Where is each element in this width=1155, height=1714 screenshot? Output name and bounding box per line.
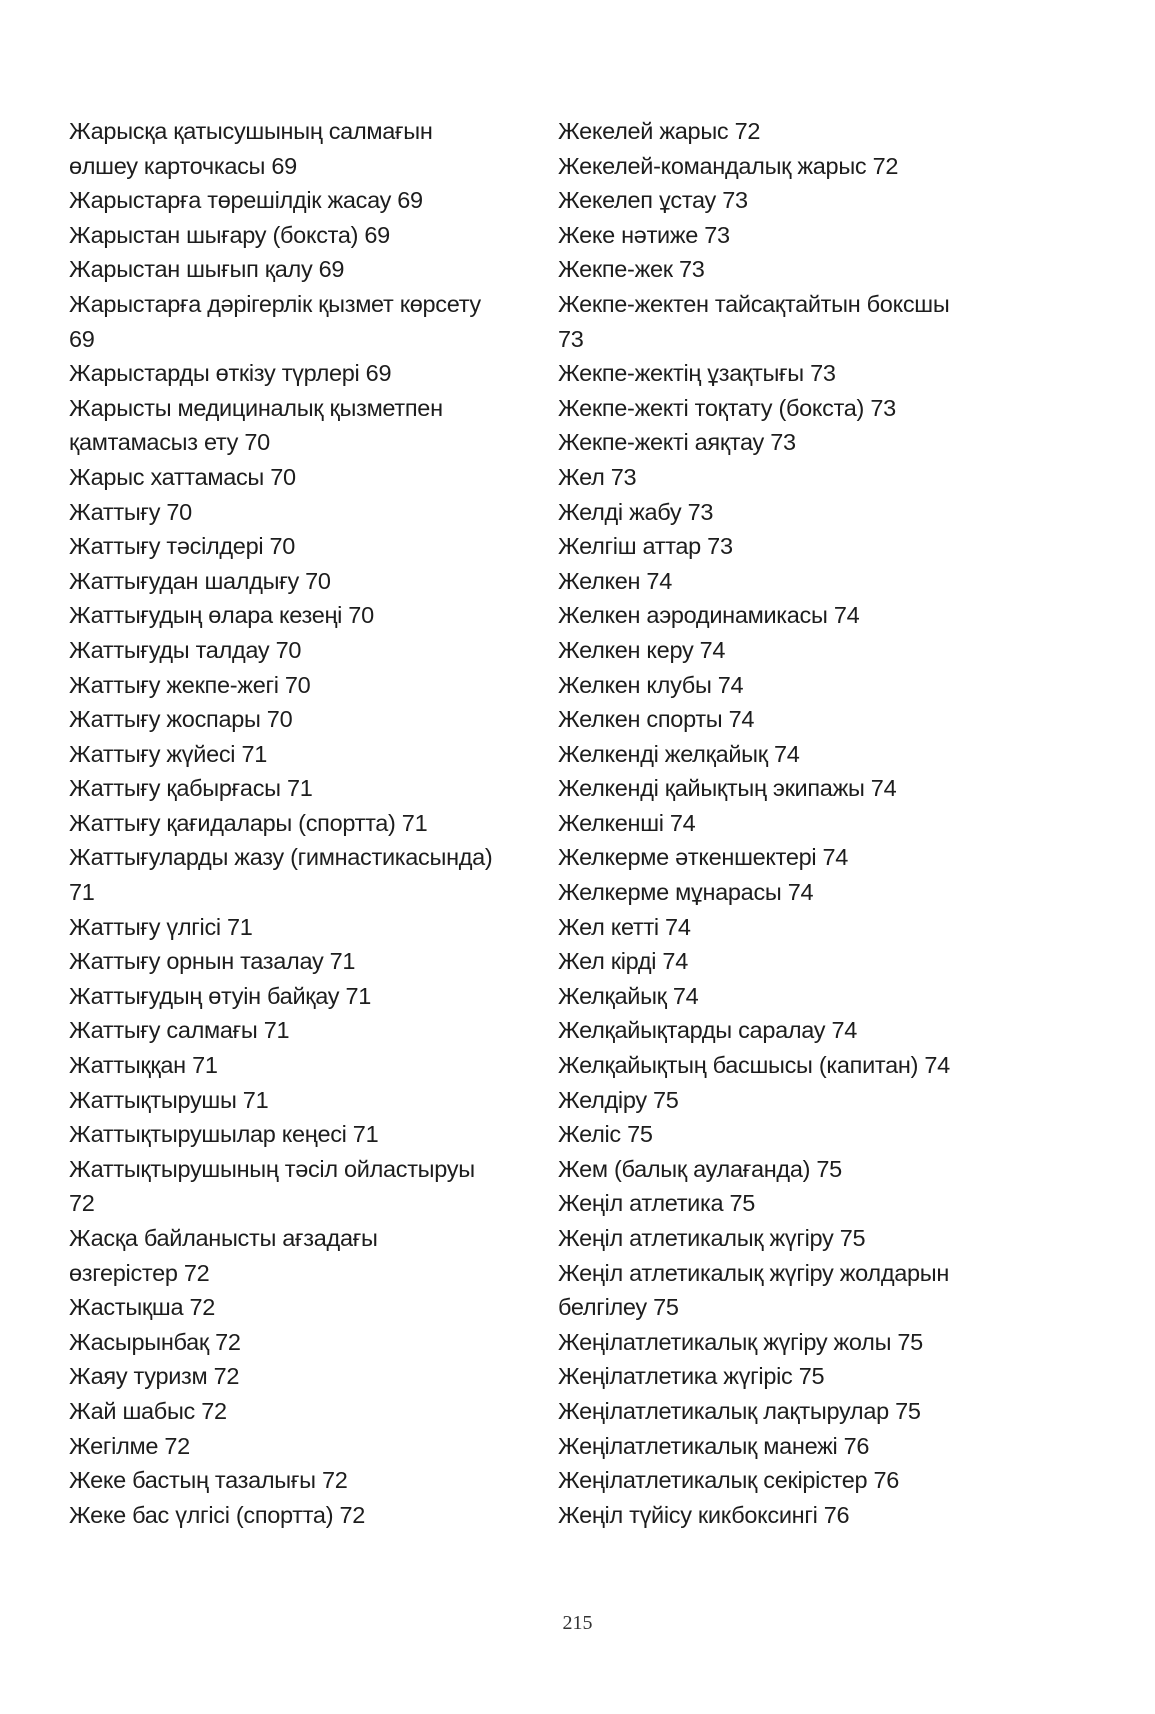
index-entry-line: Жаттығу орнын тазалау 71 [69, 948, 356, 975]
index-entry-line: Желкен аэродинамикасы 74 [558, 602, 860, 629]
index-entry-line: Жеңіл атлетикалық жүгіру 75 [558, 1225, 866, 1251]
index-entry-line: Желқайық 74 [558, 982, 699, 1009]
index-entry-line: Желкенді желқайық 74 [558, 740, 800, 767]
index-column-right [558, 114, 1038, 1532]
index-entry-line: Жел 73 [558, 463, 637, 490]
index-entry-line: Жарыстарға төрешілдік жасау 69 [69, 187, 423, 214]
index-entry-line: Жеңілатлетикалық жүгіру жолы 75 [558, 1328, 923, 1355]
index-entry-line: Жел кетті 74 [558, 913, 691, 940]
index-entry-line: Жарысты медициналық қызметпен [69, 394, 443, 421]
index-entry-line: Желкен 74 [558, 567, 672, 594]
index-entry-line: Жеңіл атлетикалық жүгіру жолдарын [558, 1259, 950, 1286]
index-entry-line: Жаттығу жекпе-жегі 70 [69, 671, 311, 698]
index-entry-line: Жел кірді 74 [558, 948, 688, 975]
index-entry-line: Жекпе-жек 73 [558, 256, 705, 283]
index-entry-line: Жеңілатлетикалық манежі 76 [558, 1432, 870, 1459]
index-entry-line: Жекпе-жектің ұзақтығы 73 [558, 360, 836, 387]
index-entry-line: Жаттығу 70 [69, 498, 192, 525]
index-entry-line: Жеке бас үлгісі (спортта) 72 [69, 1501, 365, 1528]
index-entry-line: Жем (балық аулағанда) 75 [558, 1155, 842, 1182]
index-entry-line: Жаяу туризм 72 [69, 1363, 240, 1390]
index-entry-line: Желкен керу 74 [558, 636, 726, 663]
index-entry-line: Жарыстарға дәрігерлік қызмет көрсету [69, 290, 481, 317]
index-entry-line: Желді жабу 73 [558, 498, 714, 525]
page-number: 215 [562, 1612, 593, 1634]
index-entry-line: Жарыстан шығып қалу 69 [69, 256, 345, 283]
index-entry-line: Жеңіл атлетика 75 [558, 1190, 756, 1217]
index-entry-line: 69 [69, 325, 95, 352]
index-entry-line: белгілеу 75 [558, 1294, 679, 1321]
index-entry-line: өлшеу карточкасы 69 [69, 152, 297, 179]
index-entry-line: Жарыс хаттамасы 70 [69, 463, 296, 490]
index-entry-line: Жаттығудан шалдығу 70 [69, 567, 331, 594]
index-entry-line: Жаттығу тәсілдері 70 [69, 533, 296, 560]
index-entry-line: Желқайықтарды саралау 74 [558, 1017, 857, 1044]
index-entry-line: Жаттыққан 71 [69, 1052, 218, 1079]
index-entry-line: Жаттықтырушылар кеңесі 71 [69, 1121, 379, 1148]
index-entry-line: Жаттығуларды жазу (гимнастикасында) [69, 844, 493, 871]
index-entry-line: Желкенді қайықтың экипажы 74 [558, 775, 897, 802]
index-entry-line: Жастықша 72 [69, 1294, 216, 1321]
index-entry-line: Жаттығу салмағы 71 [69, 1017, 290, 1044]
index-entry-line: Желдіру 75 [558, 1086, 679, 1113]
index-entry-line: Жаттығу жүйесі 71 [69, 740, 267, 767]
index-entry-line: Жекелей жарыс 72 [558, 118, 761, 144]
index-entry-line: Жеңілатлетикалық лақтырулар 75 [558, 1397, 921, 1424]
index-entry-line: Жаттығу үлгісі 71 [69, 913, 253, 940]
index-entry-line: Жарыстарды өткізу түрлері 69 [69, 360, 392, 387]
index-entry-line: Жегілме 72 [69, 1432, 190, 1459]
index-entry-line: қамтамасыз ету 70 [69, 429, 270, 456]
index-entry-line: Жаттығудың өтуін байқау 71 [69, 982, 371, 1009]
index-entry-line: Жаттығу қабырғасы 71 [69, 775, 313, 802]
index-entry-line: Жаттығу жоспары 70 [69, 706, 293, 733]
index-entry-line: 73 [558, 325, 584, 352]
index-entry-line: Жаттықтырушының тәсіл ойластыруы [69, 1155, 475, 1182]
index-entry-line: Желкен спорты 74 [558, 706, 755, 733]
index-entry-line: Жекелей-командалық жарыс 72 [558, 152, 899, 179]
index-entry-line: Жекпе-жекті аяқтау 73 [558, 429, 796, 456]
index-entry-line: Жеңіл түйісу кикбоксингі 76 [558, 1501, 850, 1528]
index-column-left [69, 114, 549, 1532]
index-entry-line: Жеңілатлетика жүгіріс 75 [558, 1363, 825, 1390]
index-entry-line: Жасқа байланысты ағзадағы [69, 1225, 378, 1251]
index-entry-line: Жаттығу қағидалары (спортта) 71 [69, 809, 428, 836]
index-entry-line: Жеңілатлетикалық секірістер 76 [558, 1467, 900, 1494]
index-entry-line: Жаттығудың өлара кезеңі 70 [69, 602, 374, 629]
index-entry-line: Жаттығуды талдау 70 [69, 636, 302, 663]
index-entry-line: өзгерістер 72 [69, 1259, 210, 1286]
index-entry-line: Желкен клубы 74 [558, 671, 744, 698]
index-entry-line: Желгіш аттар 73 [558, 533, 733, 560]
index-entry-line: Жекпе-жекті тоқтату (бокста) 73 [558, 394, 896, 421]
index-entry-line: Жай шабыс 72 [69, 1397, 227, 1424]
index-entry-line: Жеке бастың тазалығы 72 [69, 1467, 348, 1494]
index-entry-line: Желкерме әткеншектері 74 [558, 844, 849, 871]
index-entry-line: Жекелеп ұстау 73 [558, 187, 748, 214]
index-entry-line: Жеке нәтиже 73 [558, 221, 730, 248]
index-entry-line: Жасырынбақ 72 [69, 1328, 241, 1355]
index-entry-line: Желқайықтың басшысы (капитан) 74 [558, 1052, 950, 1079]
index-entry-line: Желкерме мұнарасы 74 [558, 879, 814, 906]
index-entry-line: 71 [69, 879, 95, 906]
index-entry-line: Жаттықтырушы 71 [69, 1086, 269, 1113]
index-entry-line: Желіс 75 [558, 1121, 653, 1148]
index-entry-line: Жарыстан шығару (бокста) 69 [69, 221, 390, 248]
index-entry-line: Желкенші 74 [558, 809, 696, 836]
index-entry-line: 72 [69, 1190, 95, 1217]
index-entry-line: Жарысқа қатысушының салмағын [69, 118, 433, 144]
index-entry-line: Жекпе-жектен тайсақтайтын боксшы [558, 290, 950, 317]
